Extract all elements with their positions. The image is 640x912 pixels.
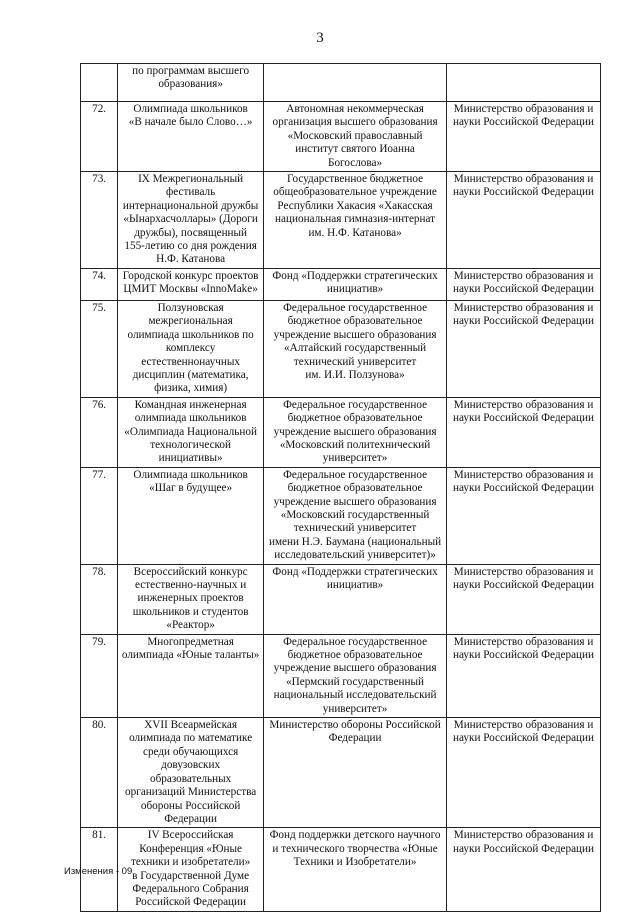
row-number: 74. (92, 269, 107, 282)
organizer-cell (264, 467, 447, 564)
row-number: 79. (92, 635, 107, 648)
event-name: IV Всероссийская Конференция «Юные техники и изобретатели» в Государственной Думе Федерального Собрания Российской Федерации (131, 829, 251, 909)
event-name: Командная инженерная олимпиада школьников «Олимпиада Национальной технологической инициативы» (124, 398, 257, 465)
table-row (81, 64, 601, 102)
organizer: Фонд «Поддержки стратегических инициатив» (272, 269, 438, 296)
ministry: Министерство образования и науки Российской Федерации (453, 719, 595, 745)
ministry: Министерство образования и науки Российской Федерации (453, 468, 595, 495)
event-name-cell (118, 718, 264, 828)
table-row (81, 300, 601, 397)
organizer-cell (264, 64, 447, 102)
organizer: Федеральное государственное бюджетное образовательное учреждение высшего образования «Московский государственный технический университет имени Н.Э. Баумана (национальный исследовательский университет)» (268, 468, 442, 562)
table-row (81, 467, 601, 564)
ministry: Министерство образования и науки Российской Федерации (453, 829, 595, 855)
ministry-cell (447, 718, 601, 828)
table-row (81, 102, 601, 172)
row-number: 81. (92, 829, 107, 842)
organizer-cell (264, 718, 447, 828)
event-name-cell (118, 828, 264, 911)
row-number: 78. (92, 565, 107, 578)
organizer: Фонд поддержки детского научного и технического творчества «Юные Техники и Изобретатели» (269, 829, 441, 869)
ministry-cell (447, 397, 601, 467)
table-row (81, 172, 601, 269)
row-number-cell (81, 300, 118, 397)
organizer: Федеральное государственное бюджетное образовательное учреждение высшего образования «Московский политехнический университет» (273, 398, 437, 465)
row-number-cell (81, 564, 118, 634)
row-number: 77. (92, 468, 107, 481)
event-name: по программам высшего образования» (132, 65, 250, 91)
row-number-cell (81, 172, 118, 269)
table-row (81, 634, 601, 717)
ministry: Министерство образования и науки Российской Федерации (453, 173, 595, 199)
row-number: 72. (92, 103, 107, 115)
organizer-cell (264, 828, 447, 911)
organizer-cell (264, 300, 447, 397)
organizer-cell (264, 268, 447, 300)
row-number-cell (81, 397, 118, 467)
row-number-cell (81, 102, 118, 172)
organizer: Государственное бюджетное общеобразовательное учреждение Республики Хакасия «Хакасская национальная гимназия-интернат им. Н.Ф. Катанова» (273, 173, 437, 239)
footer-note: Изменения - 09 (64, 866, 133, 877)
organizer: Федеральное государственное бюджетное образовательное учреждение высшего образования «Пермский государственный национальный исследовательский университет» (273, 635, 437, 715)
ministry: Министерство образования и науки Российской Федерации (453, 565, 595, 591)
event-name-cell (118, 64, 264, 102)
ministry-cell (447, 268, 601, 300)
ministry-cell (447, 564, 601, 634)
event-name: Ползуновская межрегиональная олимпиада школьников по комплексу естественнонаучных дисциплин (математика, физика, химия) (127, 301, 254, 395)
row-number-cell (81, 467, 118, 564)
row-number-cell (81, 634, 118, 717)
event-name: Многопредметная олимпиада «Юные таланты» (121, 635, 260, 662)
page-number: 3 (316, 30, 324, 46)
event-name: IX Межрегиональный фестиваль интернациональной дружбы «Ынархасчоллары» (Дороги дружбы), посвященный 155-летию со дня рождения Н.Ф. Катанова (122, 173, 259, 266)
ministry-cell (447, 828, 601, 911)
event-name: Городской конкурс проектов ЦМИТ Москвы «InnoMake» (122, 269, 259, 296)
event-name: Всероссийский конкурс естественно-научных и инженерных проектов школьников и студентов «Реактор» (132, 565, 249, 632)
organizer: Министерство обороны Российской Федерации (269, 719, 441, 745)
event-name-cell (118, 634, 264, 717)
ministry: Министерство образования и науки Российской Федерации (453, 103, 595, 129)
organizer-cell (264, 397, 447, 467)
row-number-cell (81, 64, 118, 102)
row-number: 80. (92, 719, 107, 732)
event-name-cell (118, 564, 264, 634)
organizer: Автономная некоммерческая организация высшего образования «Московский православный институт святого Иоанна Богослова» (272, 103, 438, 169)
event-name-cell (118, 102, 264, 172)
organizer-cell (264, 564, 447, 634)
table-row (81, 564, 601, 634)
ministry-cell (447, 634, 601, 717)
ministry-cell (447, 300, 601, 397)
organizer: Фонд «Поддержки стратегических инициатив» (272, 565, 438, 591)
ministry: Министерство образования и науки Российской Федерации (453, 398, 595, 425)
event-name-cell (118, 467, 264, 564)
ministry: Министерство образования и науки Российской Федерации (453, 301, 595, 328)
event-name: Олимпиада школьников «Шаг в будущее» (133, 468, 248, 495)
row-number-cell (81, 268, 118, 300)
event-name-cell (118, 268, 264, 300)
organizer-cell (264, 634, 447, 717)
table-row (81, 397, 601, 467)
table-row (81, 268, 601, 300)
organizer: Федеральное государственное бюджетное образовательное учреждение высшего образования «Алтайский государственный технический университет им. И.И. Ползунова» (273, 301, 437, 381)
ministry-cell (447, 172, 601, 269)
ministry: Министерство образования и науки Российской Федерации (453, 635, 595, 662)
event-name: Олимпиада школьников «В начале было Слово…» (128, 103, 253, 129)
event-name-cell (118, 397, 264, 467)
table-row (81, 718, 601, 828)
event-name-cell (118, 172, 264, 269)
ministry-cell (447, 64, 601, 102)
event-name: XVII Всеармейская олимпиада по математике среди обучающихся довузовских образовательных организаций Министерства обороны Российской Федерации (125, 719, 257, 825)
row-number: 76. (92, 398, 107, 411)
event-name-cell (118, 300, 264, 397)
row-number-cell (81, 718, 118, 828)
ministry: Министерство образования и науки Российской Федерации (453, 269, 595, 296)
organizer-cell (264, 102, 447, 172)
olympiad-table (80, 63, 601, 912)
row-number: 73. (92, 173, 107, 186)
table-row (81, 828, 601, 911)
ministry-cell (447, 467, 601, 564)
row-number: 75. (92, 301, 107, 314)
ministry-cell (447, 102, 601, 172)
organizer-cell (264, 172, 447, 269)
